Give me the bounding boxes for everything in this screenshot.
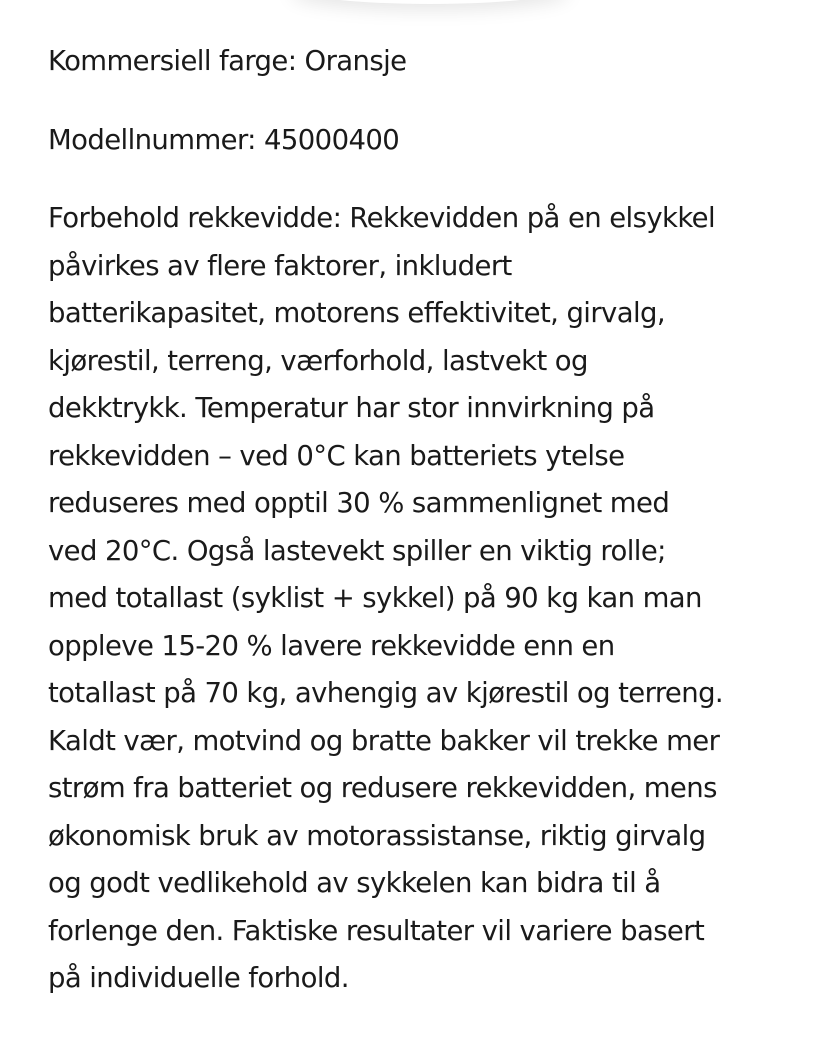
top-panel-shadow [290, 0, 570, 4]
disclaimer-line: på individuelle forhold. [48, 962, 349, 994]
disclaimer-line: kjørestil, terreng, værforhold, lastvekt og [48, 344, 588, 377]
product-specs [48, 38, 788, 1003]
disclaimer-line: påvirkes av flere faktorer, inkludert [48, 249, 512, 282]
disclaimer-line: Kaldt vær, motvind og bratte bakker vil trekke mer [48, 724, 720, 757]
disclaimer-line: dekktrykk. Temperatur har stor innvirkning på [48, 392, 655, 424]
disclaimer-line: Forbehold rekkevidde: Rekkevidden på en elsykkel [48, 202, 716, 234]
disclaimer-line: økonomisk bruk av motorassistanse, riktig girvalg [48, 819, 706, 852]
disclaimer-line: og godt vedlikehold av sykkelen kan bidra til å [48, 867, 661, 899]
disclaimer-line: ved 20°C. Også lastevekt spiller en viktig rolle; [48, 534, 666, 567]
disclaimer-line: reduseres med opptil 30 % sammenlignet med [48, 487, 670, 519]
disclaimer-line: totallast på 70 kg, avhengig av kjørestil og terreng. [48, 677, 724, 709]
disclaimer-line: oppleve 15-20 % lavere rekkevidde enn en [48, 629, 615, 662]
disclaimer-line: strøm fra batteriet og redusere rekkevidden, mens [48, 772, 717, 804]
model-number: Modellnummer: 45000400 [48, 123, 400, 156]
disclaimer-line: batterikapasitet, motorens effektivitet, girvalg, [48, 297, 666, 329]
disclaimer-line: rekkevidden – ved 0°C kan batteriets ytelse [48, 439, 625, 472]
range-disclaimer [48, 195, 788, 1003]
disclaimer-line: med totallast (syklist + sykkel) på 90 kg kan man [48, 582, 702, 614]
commercial-color: Kommersiell farge: Oransje [48, 45, 407, 77]
disclaimer-line: forlenge den. Faktiske resultater vil variere basert [48, 914, 705, 947]
